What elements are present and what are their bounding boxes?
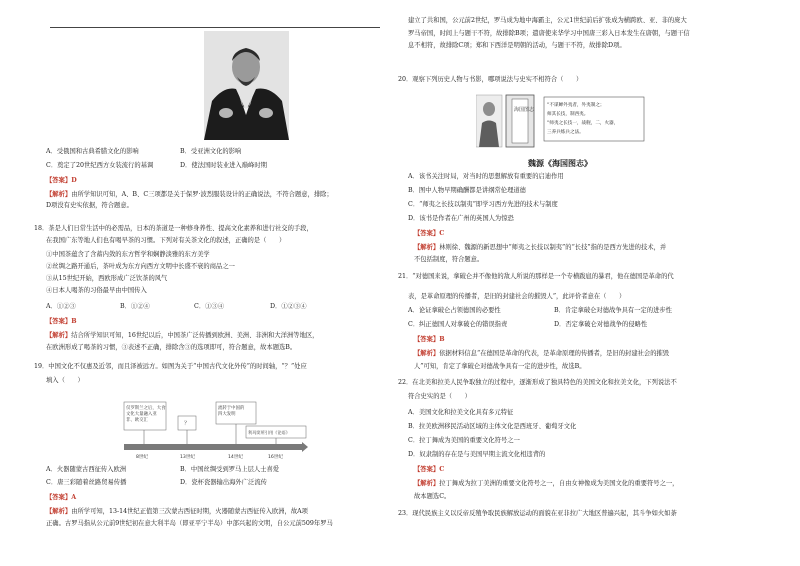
q21-explain-1: 【解析】依据材料信息“在德国是革命的代表，是革命原理的传播者，是旧的封建社会的摧毁 (414, 350, 670, 357)
q19-stem-2: 填入（ ） (46, 377, 84, 384)
q20-quote-4: 三养兵练兵之法。 (547, 130, 584, 135)
q23-stem: 23．现代民族主义以反帝反殖争取民族解放运动的面貌在亚非拉广大地区普遍兴起，其斗争如火如荼 (398, 510, 677, 517)
q19-tail-2: 罗马帝国，时间上与题干不符，故排除B项；遣唐使来华学习中国唐三彩入日本发生在唐朝，与题干信 (408, 30, 690, 37)
q19-explain-1: 【解析】由所学可知，13-14世纪正值第三次蒙古西征时期，火器随蒙古西征传入欧洲，故A项 (46, 508, 308, 515)
q22-explain-2: 故本题选C。 (414, 493, 451, 500)
timeline-label-1: 8世纪 (136, 455, 149, 460)
q19-tail-3: 息不相符，故排除C项；郑和下西洋是明朝的活动，与题干不符，故排除D项。 (408, 42, 626, 49)
timeline-label-3: 14世纪 (228, 455, 244, 460)
q18-option-d: D．①②③④ (270, 303, 307, 310)
timeline-note-7: 利玛窦所引用《论语》 (248, 430, 290, 435)
q22-option-d: D．奴隶制的存在是与美国早期主流文化相违背的 (408, 451, 546, 458)
q21-option-a: A．论证拿破仑占领德国的必要性 (408, 307, 501, 314)
q19-option-b: B．中国丝绸受到罗马上层人士喜爱 (180, 466, 280, 473)
q21-stem-2: 表，是革命原理的传播者，是旧的封建社会的摧毁人”，此评价者意在（ ） (408, 293, 626, 300)
q18-option-b: B．①②④ (120, 303, 150, 310)
q19-explain-2: 正确。古罗马指从公元前9世纪初在意大利半岛（即亚平宁半岛）中部兴起的文明，自公元前509年罗马 (46, 520, 333, 527)
q17-option-a: A．受俄国和古典希腊文化的影响 (46, 148, 139, 155)
q20-option-a: A．该书关注时局，对当时的思想解放有重要的启迪作用 (408, 173, 564, 180)
q21-stem-1: 21．“对德国来说，拿破仑并不像他的敌人所说的那样是一个专横跋扈的暴君，他在德国是革命的代 (398, 273, 674, 280)
q19-stem-1: 19．中国文化不仅惠及近邻，而且泽被远方。如图为关于“中国古代文化外传”的时间轴，“？”处应 (34, 363, 307, 370)
timeline-note-2: 文化大量融入亚 (126, 412, 157, 417)
q18-stem-1: 18．茶是人们日常生活中的必需品，日本的茶道是一种修身养性、提高文化素养和进行社交的手段， (34, 225, 313, 232)
q17-explain-2: D项没有史实依据，符合题意。 (46, 202, 133, 209)
q20-figure (476, 91, 646, 153)
q20-answer: 【答案】C (414, 230, 445, 237)
q20-option-b: B．图中人物早期确酬都是讲纲常伦理道德 (408, 187, 526, 194)
q21-option-b: B．肯定拿破仑对德战争具有一定的进步性 (554, 307, 672, 314)
header-rule (50, 27, 380, 28)
timeline-note-6: 四大发明 (218, 412, 236, 417)
q20-caption: 魏源《海国图志》 (528, 159, 592, 168)
q20-quote-1: “不谋蝉外夷者，外夷制之； (547, 103, 605, 108)
q20-quote-3: “师夷之长技一，战舰，二，火器， (547, 121, 619, 126)
q22-answer: 【答案】C (414, 466, 445, 473)
q20-option-c: C．“师夷之长技以制夷”即学习西方先进的技术与制度 (408, 201, 558, 208)
q17-option-d: D．使法国时装业进入巅峰时期 (180, 162, 267, 169)
q18-item-3: ③从15世纪开始，西欧形成广泛饮茶的风气 (46, 275, 168, 282)
q18-stem-2: 在我国广东等地人们也有喝早茶的习惯。下列对有关茶文化的叙述，正确的是（ ） (46, 237, 286, 244)
q18-item-2: ②丝绸之路开通后，茶叶成为东方向西方文明中长盛不衰的商品之一 (46, 263, 235, 270)
q19-option-a: A．火器随蒙古西征传入欧洲 (46, 466, 127, 473)
q22-stem-2: 符合史实的是（ ） (408, 393, 471, 400)
q20-explain-1: 【解析】林则徐、魏源的新思想中“师夷之长技以制夷”的“长技”指的是西方先进的技术，并 (414, 244, 667, 251)
q22-stem-1: 22．在北美和拉美人民争取独立的过程中，逐渐形成了独具特色的美国文化和拉美文化，下列说法不 (398, 379, 677, 386)
q19-answer: 【答案】A (46, 494, 77, 501)
q17-answer: 【答案】D (46, 177, 77, 184)
q22-option-c: C．拉丁舞成为美国的重要文化符号之一 (408, 437, 520, 444)
q22-option-a: A．美国文化和拉美文化具有多元特征 (408, 409, 514, 416)
timeline-label-2: 13世纪 (180, 455, 196, 460)
q21-option-d: D．否定拿破仑对德战争的侵略性 (554, 321, 648, 328)
portrait-photo (204, 31, 289, 140)
q19-option-c: C．唐三彩随着丝路贸易传播 (46, 479, 127, 486)
q22-explain-1: 【解析】拉丁舞成为拉丁美洲的重要文化符号之一，自由女神像成为美国文化的重要符号之一， (414, 480, 679, 487)
q21-option-c: C．纠正德国人对拿破仑的错误指责 (408, 321, 508, 328)
q17-explain-1: 【解析】由所学知识可知，A、B、C三项都是关于保罗·波烈服装设计的正确说法，不符合题意，排除； (46, 191, 333, 198)
q17-option-c: C．奠定了20世纪西方女装流行的基调 (46, 162, 154, 169)
timeline-note-5: 流转于中国的 (218, 406, 245, 411)
timeline-question: ？ (184, 421, 190, 427)
q21-answer: 【答案】B (414, 336, 445, 343)
q18-answer: 【答案】B (46, 318, 77, 325)
q21-explain-2: 人”可知，肯定了拿破仑对德战争具有一定的进步性，故选B。 (414, 363, 586, 370)
q18-item-4: ④日本人喝茶的习俗最早由中国传入 (46, 287, 147, 294)
q18-option-c: C．①③④ (194, 303, 225, 310)
q20-stem: 20．观察下列历史人物与书影，哪项说法与史实不相符合（ ） (398, 76, 583, 83)
q17-option-b: B．受亚洲文化的影响 (180, 148, 242, 155)
q19-tail-1: 建立了共和国，公元前2世纪，罗马成为地中海霸主，公元1世纪前后扩张成为横跨欧、亚、非的庞大 (408, 17, 687, 24)
q20-quote-2: 师其长技，制西夷。 (547, 112, 589, 117)
q18-explain-2: 在欧洲形成了喝茶的习惯，③表述不正确，排除含③的选项即可，符合题意，故本题选B。 (46, 344, 297, 351)
q20-option-d: D．该书是作者在广州的英国人为惊恐 (408, 215, 514, 222)
timeline-label-4: 16世纪 (268, 455, 284, 460)
q18-option-a: A．①②③ (46, 303, 76, 310)
q18-explain-1: 【解析】结合所学知识可知，16世纪以后，中国茶广泛传播到欧洲、美洲、非洲和大洋洲等地区， (46, 332, 319, 339)
timeline-diagram (120, 400, 310, 462)
q19-option-d: D．瓷杯瓷器输出海外广泛流传 (180, 479, 267, 486)
timeline-note-1: 仅罗斯兰之后，大食 (126, 406, 166, 411)
q18-item-1: ①中国茶蕴含了含蓄内敛的东方哲学和娴静淡雅的东方美学 (46, 251, 210, 258)
book-label: 海国图志 (514, 107, 535, 113)
timeline-note-3: 非、欧交汇 (126, 418, 148, 423)
q20-explain-2: 不包括制度，符合题意。 (414, 256, 484, 263)
q22-option-b: B．拉美欧洲移民活动区域的主体文化是西班牙、葡萄牙文化 (408, 423, 577, 430)
